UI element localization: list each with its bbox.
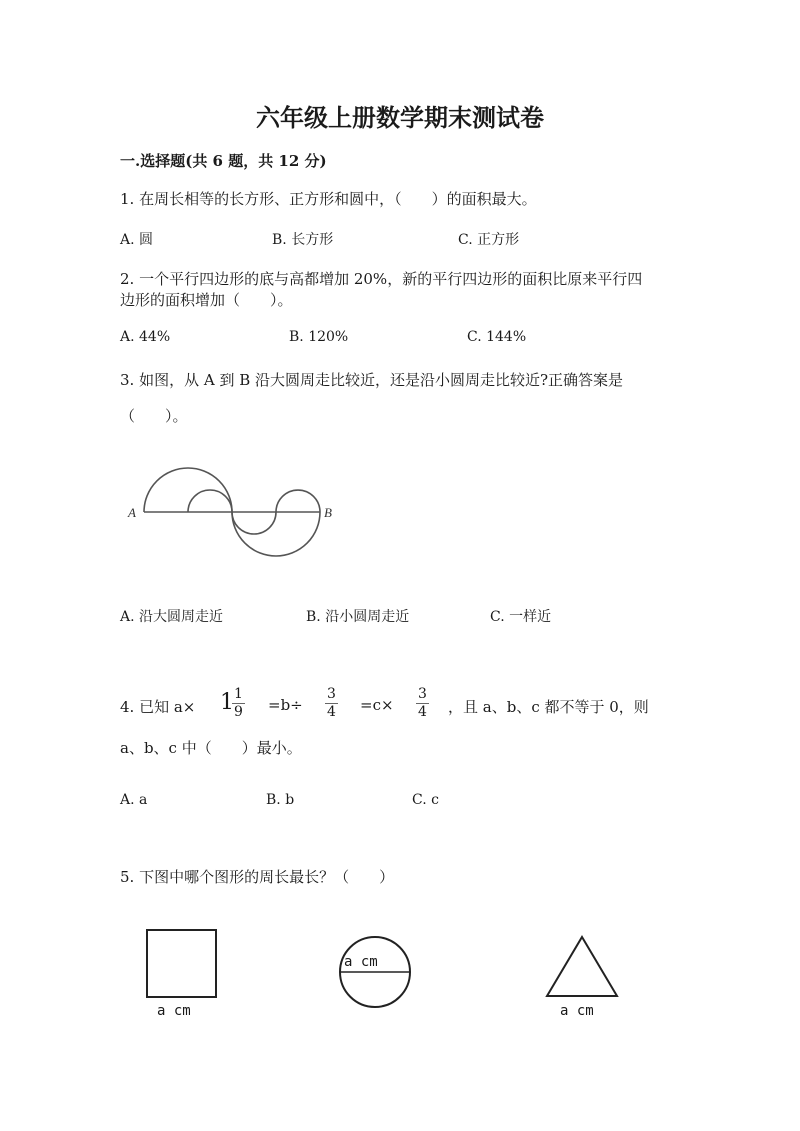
question-2-line-2: 边形的面积增加（ ）。: [120, 291, 293, 309]
square-figure: [146, 929, 218, 1001]
section-heading: 一.选择题(共 6 题，共 12 分): [120, 152, 327, 170]
question-2-line-1: 2. 一个平行四边形的底与高都增加 20%，新的平行四边形的面积比原来平行四: [120, 270, 643, 288]
question-3-line-2: （ ）。: [120, 407, 188, 425]
mixed-fraction-denominator: 9: [234, 704, 243, 720]
question-3-line-1: 3. 如图，从 A 到 B 沿大圆周走比较近，还是沿小圆周走比较近?正确答案是: [120, 371, 624, 389]
q4-option-c[interactable]: C. c: [412, 792, 439, 808]
q4-option-b[interactable]: B. b: [266, 792, 295, 808]
q1-option-b[interactable]: B. 长方形: [272, 232, 334, 248]
circle-figure: [338, 935, 412, 1009]
fraction-1: [325, 686, 338, 721]
q2-option-b[interactable]: B. 120%: [289, 329, 349, 345]
mixed-fraction-numerator: 1: [234, 686, 243, 702]
q3-option-c[interactable]: C. 一样近: [490, 609, 552, 625]
question-1-text: 1. 在周长相等的长方形、正方形和圆中，（ ）的面积最大。: [120, 190, 537, 208]
q1-option-a[interactable]: A. 圆: [120, 232, 154, 248]
fraction-1-numerator: 3: [327, 686, 336, 702]
fraction-1-denominator: 4: [327, 704, 336, 720]
equals-c-times: =c×: [360, 696, 394, 714]
triangle-side-label: a cm: [560, 1003, 594, 1019]
fraction-2: [416, 686, 429, 721]
q2-option-a[interactable]: A. 44%: [120, 329, 171, 345]
point-a-label: A: [128, 505, 136, 520]
large-semicircle-lower: [232, 512, 320, 556]
small-semicircle-2: [232, 512, 276, 534]
question-5-text: 5. 下图中哪个图形的周长最长？（ ）: [120, 868, 395, 886]
q3-option-a[interactable]: A. 沿大圆周走近: [120, 609, 224, 625]
page-title: 六年级上册数学期末测试卷: [256, 103, 544, 132]
fraction-2-numerator: 3: [418, 686, 427, 702]
q3-option-b[interactable]: B. 沿小圆周走近: [306, 609, 410, 625]
circle-path-figure: [120, 455, 350, 575]
circle-diameter-label: a cm: [344, 954, 378, 970]
mixed-number-fraction: [232, 686, 245, 721]
q1-option-c[interactable]: C. 正方形: [458, 232, 520, 248]
question-4-line-2: a、b、c 中（ ）最小。: [120, 739, 302, 757]
square-side-label: a cm: [157, 1003, 191, 1019]
large-semicircle-upper: [144, 468, 232, 512]
small-semicircle-1: [188, 490, 232, 512]
point-b-label: B: [324, 505, 332, 520]
question-4-suffix: ，且 a、b、c 都不等于 0，则: [448, 698, 649, 716]
small-semicircle-3: [276, 490, 320, 512]
equals-b-divide: =b÷: [268, 696, 303, 714]
q4-option-a[interactable]: A. a: [120, 792, 148, 808]
q2-option-c[interactable]: C. 144%: [467, 329, 527, 345]
question-4-prefix: 4. 已知 a×: [120, 698, 196, 716]
fraction-2-denominator: 4: [418, 704, 427, 720]
triangle-figure: [545, 935, 619, 999]
mixed-number-whole: 1: [220, 690, 234, 715]
